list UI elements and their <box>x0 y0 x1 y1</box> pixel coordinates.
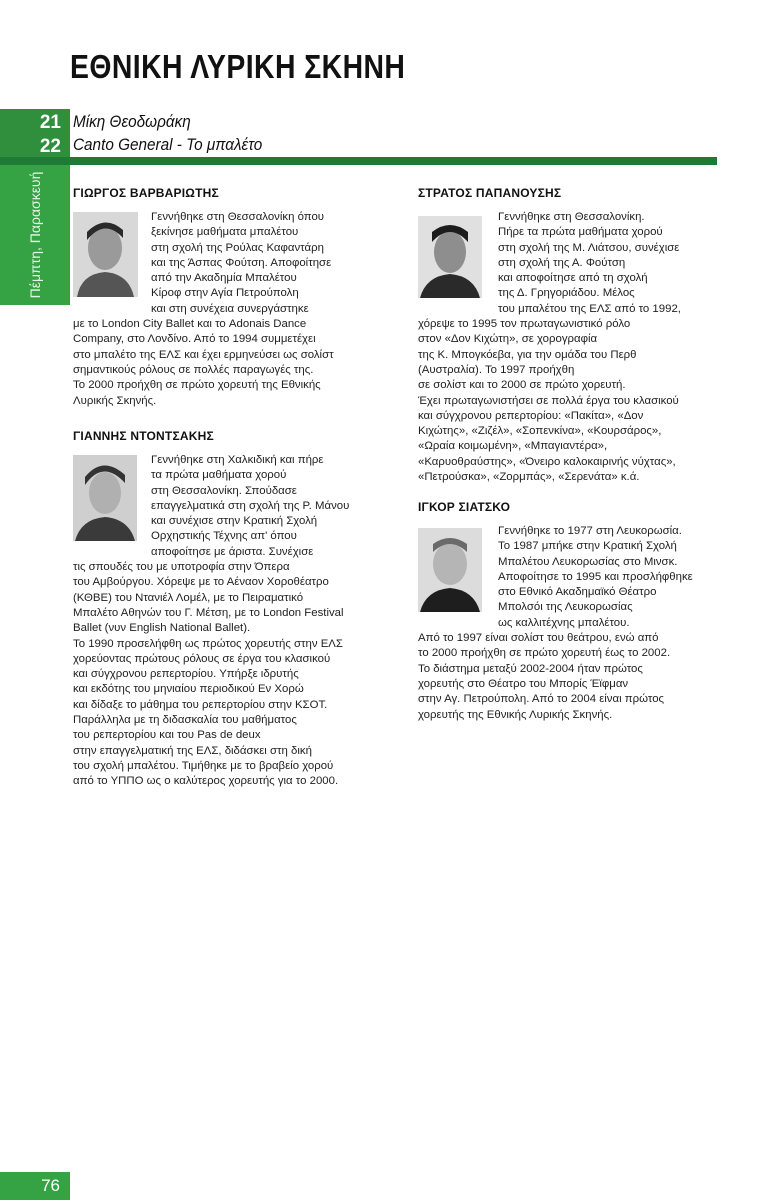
bio-giorgos-varvariotis <box>73 186 383 407</box>
bio-name: ΣΤΡΑΤΟΣ ΠΑΠΑΝΟΥΣΗΣ <box>418 186 562 200</box>
header-rule <box>0 157 717 165</box>
bio-text: Γεννήθηκε στη Χαλκιδική και πήρε τα πρώτα μαθήματα χορού στη Θεσσαλονίκη. Σπούδασε επαγγελματικά στη σχολή της Ρ. Μάνου και συνέχισε στην Κρατική Σχολή Ορχηστικής Τέχνης απ' όπου αποφοίτησε με άριστα. Συνέχισε τις σπουδές του με υποτροφία στην Όπερα του Αμβούργου. Χόρεψε με το Αέναον Χοροθέατρο (ΚΘΒΕ) του Ντανιέλ Λομέλ, με το Πειραματικό Μπαλέτο Αθηνών του Γ. Μέτση, με το London Festival Ballet (νυν English National Ballet). Το 1990 προσελήφθη ως πρώτος χορευτής στην ΕΛΣ χορεύοντας πρώτους ρόλους σε έργα του κλασικού και σύγχρονου ρεπερτορίου. Υπήρξε ιδρυτής και εκδότης του μηνιαίου περιοδικού Εν Χορώ και δίδαξε το μάθημα του ρεπερτορίου στην ΚΣΟΤ. Παράλληλα με τη διδασκαλία του μαθήματος του ρεπερτορίου και του Pas de deux στην επαγγελματική της ΕΛΣ, διδάσκει στη δική του σχολή μπαλέτου. Τιμήθηκε με το βραβείο χορού από το ΥΠΠΟ ως ο καλύτερος χορευτής για το 2000. <box>73 454 350 788</box>
page-number: 76 <box>41 1176 60 1195</box>
date-bottom: 22 <box>39 136 61 157</box>
bio-stratos-papanousis <box>418 186 728 484</box>
bio-name: ΓΙΩΡΓΟΣ ΒΑΡΒΑΡΙΩΤΗΣ <box>73 186 219 200</box>
bio-igor-siatsko <box>418 500 728 721</box>
page-title: ΕΘΝΙΚΗ ΛΥΡΙΚΗ ΣΚΗΝΗ <box>70 48 406 85</box>
date-top: 21 <box>39 112 61 133</box>
work-subtitle: Canto General - Το μπαλέτο <box>73 135 263 154</box>
bio-name: ΓΙΑΝΝΗΣ ΝΤΟΝΤΣΑΚΗΣ <box>73 429 214 443</box>
bio-text: Γεννήθηκε στη Θεσσαλονίκη. Πήρε τα πρώτα μαθήματα χορού στη σχολή της Μ. Λιάτσου, συνέχισε στη σχολή της Α. Φούτση και αποφοίτησε από τη σχολή της Δ. Γρηγοριάδου. Μέλος του μπαλέτου της ΕΛΣ από το 1992, χόρεψε το 1995 τον πρωταγωνιστικό ρόλο στον «Δον Κιχώτη», σε χορογραφία της Κ. Μπογκόεβα, για την ομάδα του Περθ (Αυστραλία). Το 1997 προήχθη σε σολίστ και το 2000 σε πρώτο χορευτή. Έχει πρωταγωνιστήσει σε πολλά έργα του κλασικού και σύγχρονου ρεπερτορίου: «Πακίτα», «Δον Κιχώτης», «Ζιζέλ», «Σοπενκίνα», «Κουρσάρος», «Ωραία κοιμωμένη», «Μπαγιαντέρα», «Καρυοθραύστης», «Όνειρο καλοκαιρινής νύχτας», «Πετρούσκα», «Ζορμπάς», «Σερενάτα» κ.ά. <box>418 211 681 484</box>
bio-text: Γεννήθηκε το 1977 στη Λευκορωσία. Το 1987 μπήκε στην Κρατική Σχολή Μπαλέτου Λευκορωσίας στο Μινσκ. Αποφοίτησε το 1995 και προσλήφθηκε στο Εθνικό Ακαδημαϊκό Θέατρο Μπολσόι της Λευκορωσίας ως καλλιτέχνης μπαλέτου. Από το 1997 είναι σολίστ του θεάτρου, ενώ από το 2000 προήχθη σε πρώτο χορευτή έως το 2002. Το διάστημα μεταξύ 2002-2004 ήταν πρώτος χορευτής στο Θέατρο του Μπορίς Έϊφμαν στην Αγ. Πετρούπολη. Από το 2004 είναι πρώτος χορευτής της Εθνικής Λυρικής Σκηνής. <box>418 525 693 721</box>
side-day-label: Πέμπτη, Παρασκευή <box>27 171 43 299</box>
composer-subtitle: Μίκη Θεοδωράκη <box>73 112 191 131</box>
page-number-tab <box>0 1172 70 1200</box>
bio-giannis-dontsakis <box>73 429 383 788</box>
side-day-tab <box>0 165 70 305</box>
bio-name: ΙΓΚΟΡ ΣΙΑΤΣΚΟ <box>418 500 511 514</box>
bio-text: Γεννήθηκε στη Θεσσαλονίκη όπου ξεκίνησε μαθήματα μπαλέτου στη σχολή της Ρούλας Καφαντάρη και της Άσπας Φούτση. Αποφοίτησε από την Ακαδημία Μπαλέτου Κίροφ στην Αγία Πετρούπολη και στη συνέχεια συνεργάστηκε με το London City Ballet και το Adonais Dance Company, στο Λονδίνο. Από το 1994 συμμετέχει στο μπαλέτο της ΕΛΣ και έχει ερμηνεύσει ως σολίστ σημαντικούς ρόλους σε πολλές παραγωγές της. Το 2000 προήχθη σε πρώτο χορευτή της Εθνικής Λυρικής Σκηνής. <box>73 211 334 407</box>
